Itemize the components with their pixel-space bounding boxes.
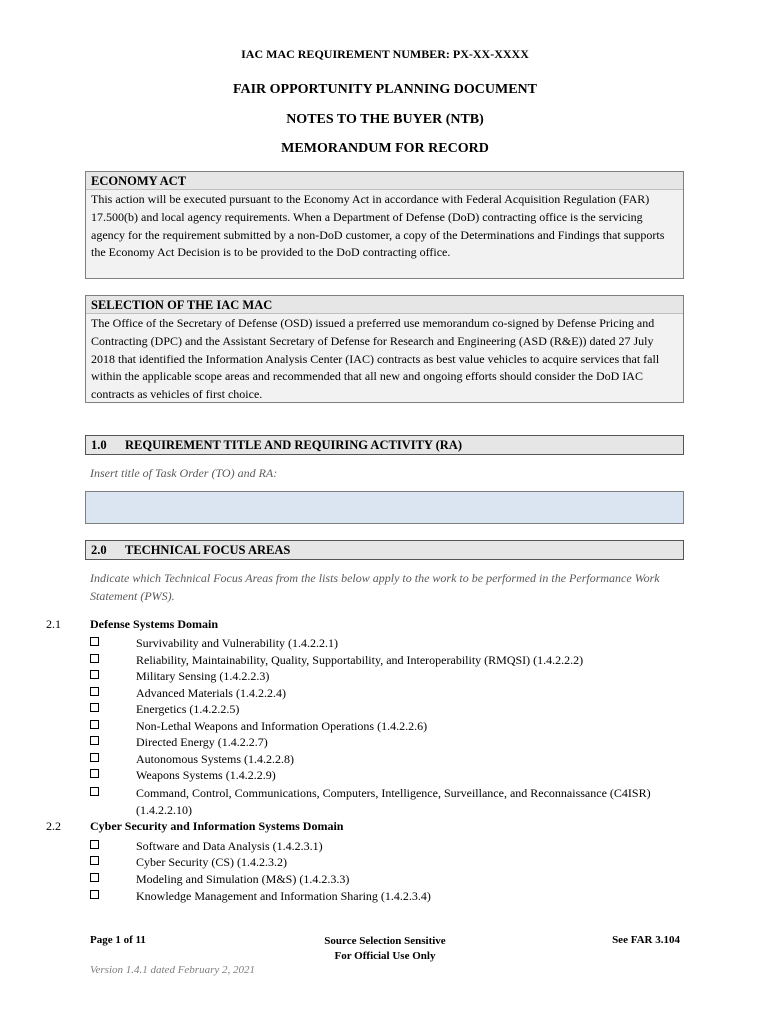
section-1-number: 1.0	[91, 438, 107, 452]
checkbox-item[interactable]: Software and Data Analysis (1.4.2.3.1)	[90, 838, 685, 855]
section-2-number: 2.0	[91, 543, 107, 557]
checkbox-item[interactable]: Cyber Security (CS) (1.4.2.3.2)	[90, 854, 685, 871]
checkbox-item[interactable]: Survivability and Vulnerability (1.4.2.2.1)	[90, 635, 685, 652]
section-2-instruction: Indicate which Technical Focus Areas from the lists below apply to the work to be performed in the Performance Work Statement (PWS).	[90, 571, 660, 603]
section-1-instruction: Insert title of Task Order (TO) and RA:	[90, 466, 278, 480]
version-note: Version 1.4.1 dated February 2, 2021	[90, 964, 255, 976]
subsection-2-2-title: Cyber Security and Information Systems Domain	[90, 819, 344, 833]
checkbox-item[interactable]: Knowledge Management and Information Sharing (1.4.2.3.4)	[90, 888, 685, 905]
economy-act-body: This action will be executed pursuant to the Economy Act in accordance with Federal Acquisition Regulation (FAR) 17.500(b) and local agency requirements. When a Department of Defense (DoD) contracting office is the servicing agency for the requirement submitted by a non-DoD customer, a copy of the Determinations and Findings that supports the Economy Act Decision is to be provided to the DoD contracting office.	[91, 192, 665, 260]
selection-box	[85, 295, 684, 403]
checkbox[interactable]	[90, 840, 99, 849]
checkbox-item[interactable]: Command, Control, Communications, Computers, Intelligence, Surveillance, and Reconnaissance (C4ISR) (1.4.2.2.10)	[90, 785, 685, 818]
checkbox-item[interactable]: Advanced Materials (1.4.2.2.4)	[90, 685, 685, 702]
checkbox[interactable]	[90, 890, 99, 899]
checkbox-item[interactable]: Military Sensing (1.4.2.2.3)	[90, 668, 685, 685]
checkbox-item[interactable]: Reliability, Maintainability, Quality, Supportability, and Interoperability (RMQSI) (1.4.2.2.2)	[90, 652, 685, 669]
checkbox[interactable]	[90, 654, 99, 663]
checkbox[interactable]	[90, 637, 99, 646]
section-1-header	[85, 435, 684, 455]
checkbox[interactable]	[90, 703, 99, 712]
sensitivity-marking: Source Selection Sensitive For Official Use Only	[324, 935, 446, 962]
memorandum-title: MEMORANDUM FOR RECORD	[281, 141, 489, 156]
section-2-header	[85, 540, 684, 560]
checkbox[interactable]	[90, 873, 99, 882]
checkbox[interactable]	[90, 687, 99, 696]
far-reference: See FAR 3.104	[612, 934, 680, 946]
checkbox-item[interactable]: Modeling and Simulation (M&S) (1.4.2.3.3)	[90, 871, 685, 888]
document-subtitle: NOTES TO THE BUYER (NTB)	[286, 112, 484, 127]
checkbox-item[interactable]: Directed Energy (1.4.2.2.7)	[90, 734, 685, 751]
document-title: FAIR OPPORTUNITY PLANNING DOCUMENT	[232, 82, 537, 97]
checkbox[interactable]	[90, 769, 99, 778]
checkbox-item[interactable]: Autonomous Systems (1.4.2.2.8)	[90, 751, 685, 768]
checkbox-item[interactable]: Non-Lethal Weapons and Information Operations (1.4.2.2.6)	[90, 718, 685, 735]
checkbox-item[interactable]: Energetics (1.4.2.2.5)	[90, 701, 685, 718]
subsection-2-2-number: 2.2	[46, 819, 61, 833]
checkbox[interactable]	[90, 720, 99, 729]
economy-act-heading: ECONOMY ACT	[86, 172, 683, 190]
page-number: Page 1 of 11	[90, 934, 146, 946]
subsection-2-1-title: Defense Systems Domain	[90, 617, 218, 631]
checkbox[interactable]	[90, 670, 99, 679]
economy-act-box	[85, 171, 684, 279]
selection-body: The Office of the Secretary of Defense (OSD) issued a preferred use memorandum co-signed by Defense Pricing and Contracting (DPC) and the Assistant Secretary of Defense for Research and Engineering (ASD (R&E)) dated 27 July 2018 that identified the Information Analysis Center (IAC) contracts as best value vehicles to acquire services that fall within the applicable scope areas and recommended that all new and ongoing efforts should consider the DoD IAC contracts as vehicles of first choice.	[91, 316, 660, 402]
checkbox-item[interactable]: Weapons Systems (1.4.2.2.9)	[90, 767, 685, 784]
selection-heading: SELECTION OF THE IAC MAC	[86, 296, 683, 314]
task-order-title-input[interactable]	[85, 491, 684, 524]
section-1-title: REQUIREMENT TITLE AND REQUIRING ACTIVITY (RA)	[125, 438, 462, 452]
checkbox[interactable]	[90, 787, 99, 796]
section-2-title: TECHNICAL FOCUS AREAS	[125, 543, 291, 557]
checkbox[interactable]	[90, 753, 99, 762]
checkbox[interactable]	[90, 856, 99, 865]
subsection-2-1-number: 2.1	[46, 617, 61, 631]
checkbox[interactable]	[90, 736, 99, 745]
requirement-number: IAC MAC REQUIREMENT NUMBER: PX-XX-XXXX	[241, 47, 529, 61]
